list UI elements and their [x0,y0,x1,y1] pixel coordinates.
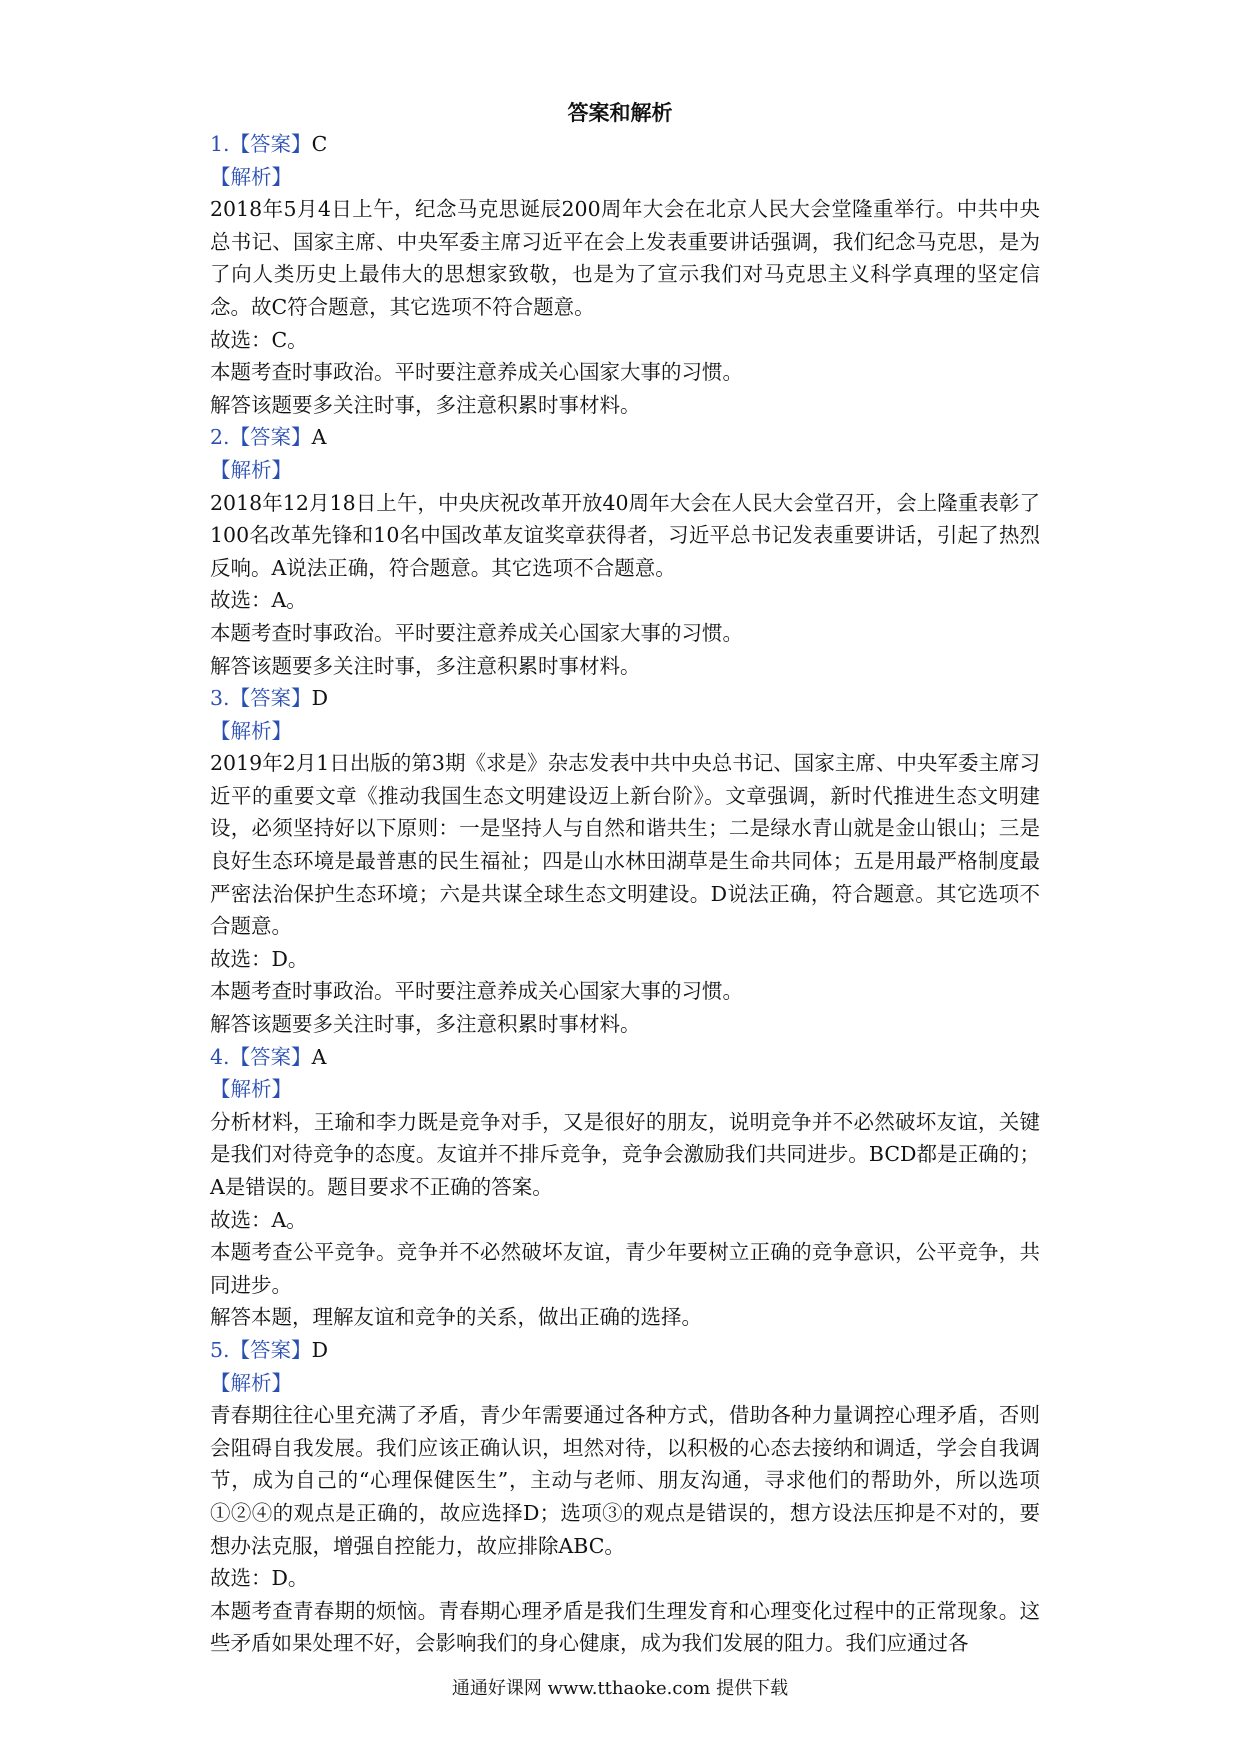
analysis-header [210,1367,1040,1400]
analysis-tag: 【解析】 [210,1370,292,1395]
topic-line: 本题考查时事政治。平时要注意养成关心国家大事的习惯。 [210,360,743,385]
analysis-paragraph: 青春期往往心里充满了矛盾，青少年需要通过各种方式，借助各种力量调控心理矛盾，否则会阻碍自我发展。我们应该正确认识，坦然对待，以积极的心态去接纳和调适，学会自我调节，成为自己的“心理保健医生”，主动与老师、朋友沟通，寻求他们的帮助外，所以选项①②④的观点是正确的，故应选择D；选项③的观点是错误的，想方设法压抑是不对的，要想办法克服，增强自控能力，故应排除ABC。 [210,1403,1040,1558]
analysis-tag: 【解析】 [210,718,292,743]
topic-line: 本题考查公平竞争。竞争并不必然破坏友谊，青少年要树立正确的竞争意识，公平竞争，共同进步。 [210,1240,1040,1297]
analysis-header [210,454,1040,487]
answer-tag: 【答案】 [229,132,312,156]
choice-line: 故选：D。 [210,1566,309,1591]
question-number: 1. [210,132,230,156]
answer-letter: A [311,1044,327,1069]
answer-header [210,128,1040,161]
answer-tag: 【答案】 [229,425,312,450]
answer-item-5 [210,1334,1040,1660]
answer-header [210,421,1040,454]
tip-line: 解答该题要多关注时事，多注意积累时事材料。 [210,392,641,417]
question-number: 3. [210,686,230,711]
answer-item-3 [210,682,1040,1041]
choice-line: 故选：A。 [210,1207,307,1232]
tip-line: 解答本题，理解友谊和竞争的关系，做出正确的选择。 [210,1305,702,1330]
answer-letter: A [311,425,327,450]
topic-line: 本题考查青春期的烦恼。青春期心理矛盾是我们生理发育和心理变化过程中的正常现象。这些矛盾如果处理不好，会影响我们的身心健康，成为我们发展的阻力。我们应通过各 [210,1598,1040,1656]
analysis-header [210,715,1040,748]
answer-tag: 【答案】 [229,686,312,711]
question-number: 2. [210,425,230,450]
choice-line: 故选：D。 [210,946,309,971]
page-title: 答案和解析 [567,101,673,125]
tip-line: 解答该题要多关注时事，多注意积累时事材料。 [210,653,641,678]
analysis-paragraph: 2018年5月4日上午，纪念马克思诞辰200周年大会在北京人民大会堂隆重举行。中共中央总书记、国家主席、中央军委主席习近平在会上发表重要讲话强调，我们纪念马克思，是为了向人类历史上最伟大的思想家致敬，也是为了宣示我们对马克思主义科学真理的坚定信念。故C符合题意，其它选项不符合题意。 [210,197,1040,319]
answer-header [210,682,1040,715]
analysis-header [210,161,1040,194]
answer-tag: 【答案】 [229,1337,312,1362]
answer-letter: D [311,686,328,711]
topic-line: 本题考查时事政治。平时要注意养成关心国家大事的习惯。 [210,620,743,645]
analysis-tag: 【解析】 [210,457,292,482]
tip-line: 解答该题要多关注时事，多注意积累时事材料。 [210,1012,641,1037]
choice-line: 故选：A。 [210,588,307,613]
answer-letter: D [311,1337,328,1362]
answers-content [210,128,1040,1660]
answer-tag: 【答案】 [229,1044,312,1069]
topic-line: 本题考查时事政治。平时要注意养成关心国家大事的习惯。 [210,979,743,1004]
answer-item-2 [210,421,1040,682]
question-number: 5. [210,1337,230,1362]
answer-header [210,1334,1040,1367]
analysis-tag: 【解析】 [210,164,292,189]
answer-item-1 [210,128,1040,421]
question-number: 4. [210,1044,230,1069]
analysis-paragraph: 2018年12月18日上午，中央庆祝改革开放40周年大会在人民大会堂召开，会上隆重表彰了100名改革先锋和10名中国改革友谊奖章获得者，习近平总书记发表重要讲话，引起了热烈反响。A说法正确，符合题意。其它选项不合题意。 [210,490,1040,580]
answer-header [210,1041,1040,1074]
page-footer: 通通好课网 www.tthaoke.com 提供下载 [451,1678,789,1699]
answer-letter: C [311,132,328,156]
choice-line: 故选：C。 [210,327,308,352]
analysis-paragraph: 2019年2月1日出版的第3期《求是》杂志发表中共中央总书记、国家主席、中央军委主席习近平的重要文章《推动我国生态文明建设迈上新台阶》。文章强调，新时代推进生态文明建设，必须坚持好以下原则：一是坚持人与自然和谐共生；二是绿水青山就是金山银山；三是良好生态环境是最普惠的民生福祉；四是山水林田湖草是生命共同体；五是用最严格制度最严密法治保护生态环境；六是共谋全球生态文明建设。D说法正确，符合题意。其它选项不合题意。 [210,751,1040,939]
answer-item-4 [210,1041,1040,1334]
analysis-paragraph: 分析材料，王瑜和李力既是竞争对手，又是很好的朋友，说明竞争并不必然破坏友谊，关键是我们对待竞争的态度。友谊并不排斥竞争，竞争会激励我们共同进步。BCD都是正确的；A是错误的。题目要求不正确的答案。 [210,1109,1040,1199]
analysis-tag: 【解析】 [210,1077,292,1102]
analysis-header [210,1073,1040,1106]
